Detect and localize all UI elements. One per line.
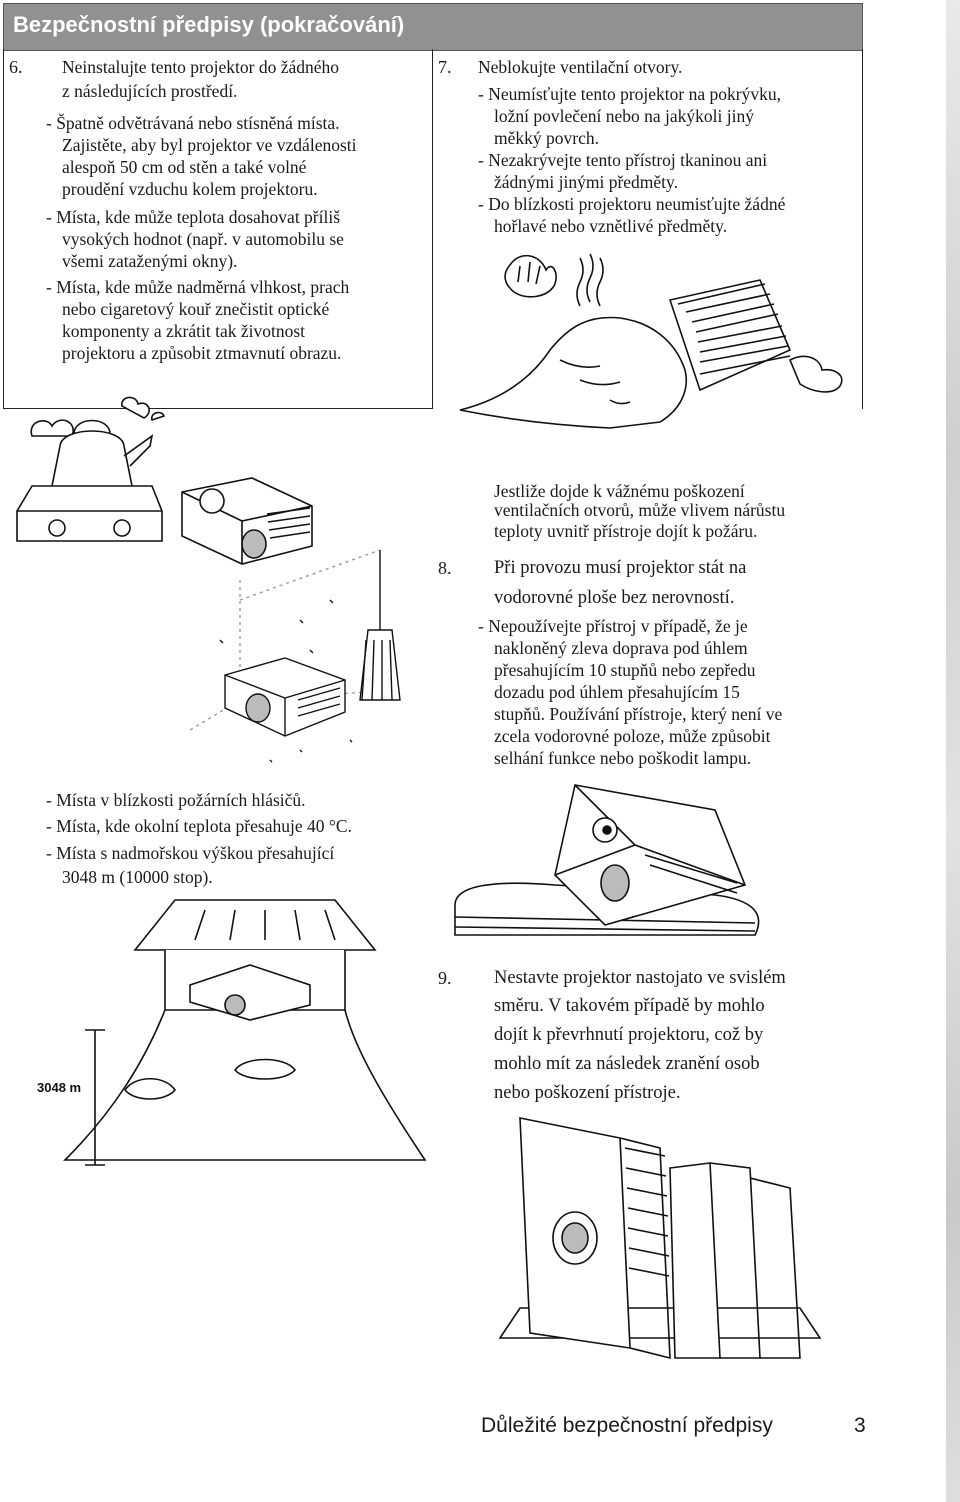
s8-line: stupňů. Používání přístroje, který není ve: [494, 704, 783, 724]
s6-lower-line: 3048 m (10000 stop).: [62, 867, 213, 887]
s6-line: vysokých hodnot (např. v automobilu se: [62, 229, 344, 249]
s8-line: selhání funkce nebo poškodit lampu.: [494, 748, 752, 768]
s9-line: Nestavte projektor nastojato ve svislém: [494, 968, 786, 988]
s8-line: - Nepoužívejte přístroj v případě, že je: [478, 616, 748, 636]
s6-line: všemi zataženými okny).: [62, 251, 238, 271]
s6-line: komponenty a zkrátit tak životnost: [62, 321, 306, 341]
section-6-number: 6.: [9, 57, 23, 77]
section-9-number: 9.: [438, 968, 452, 988]
s6-line: nebo cigaretový kouř znečistit optické: [62, 299, 330, 319]
background-texture: [946, 0, 960, 1502]
s7-line: měkký povrch.: [494, 128, 599, 148]
s6-lower-line: - Místa s nadmořskou výškou přesahující: [46, 843, 335, 863]
s7-line: - Nezakrývejte tento přístroj tkaninou ani: [478, 150, 768, 170]
s6-line: Zajistěte, aby byl projektor ve vzdálenosti: [62, 135, 357, 155]
page-title: Bezpečnostní předpisy (pokračování): [13, 12, 405, 37]
section-8-number: 8.: [438, 558, 452, 578]
s7-warning-line: ventilačních otvorů, může vlivem nárůstu: [494, 500, 786, 520]
altitude-mountain-illustration: [25, 880, 425, 1180]
section-header-bar: [3, 3, 863, 51]
s6-line: projektoru a způsobit ztmavnutí obrazu.: [62, 343, 342, 363]
page-number: 3: [854, 1414, 866, 1437]
projector-dust-corner-illustration: [180, 540, 440, 780]
s6-lower-line: - Místa, kde okolní teplota přesahuje 40 °C.: [46, 816, 352, 836]
frame-center-divider: [432, 49, 433, 409]
s7-line: hořlavé nebo vznětlivé předměty.: [494, 216, 728, 236]
s6-lower-line: - Místa v blízkosti požárních hlásičů.: [46, 790, 306, 810]
s8-line: dozadu pod úhlem přesahujícím 15: [494, 682, 740, 702]
s7-line: ložní povlečení nebo na jakýkoli jiný: [494, 106, 755, 126]
projector-tilted-illustration: [455, 775, 775, 950]
s9-line: mohlo mít za následek zranění osob: [494, 1054, 760, 1074]
s7-line: - Neumísťujte tento projektor na pokrývku,: [478, 84, 781, 104]
s9-line: nebo poškození přístroje.: [494, 1083, 681, 1103]
projector-under-blanket-illustration: [460, 240, 870, 430]
s7-warning-line: teploty uvnitř přístroje dojít k požáru.: [494, 521, 758, 541]
s8-line: přesahujícím 10 stupňů nebo zepředu: [494, 660, 756, 680]
s6-line: alespoň 50 cm od stěn a také volné: [62, 157, 307, 177]
s6-line: - Špatně odvětrávaná nebo stísněná místa.: [46, 113, 340, 133]
projector-upright-illustration: [500, 1108, 820, 1368]
s7-line: Neblokujte ventilační otvory.: [478, 57, 683, 77]
s9-line: dojít k převrhnutí projektoru, což by: [494, 1025, 764, 1045]
s6-line: - Místa, kde může nadměrná vlhkost, prach: [46, 277, 350, 297]
s6-line: z následujících prostředí.: [62, 81, 238, 101]
s7-line: žádnými jinými předměty.: [494, 172, 679, 192]
s7-warning-line: Jestliže dojde k vážnému poškození: [494, 481, 745, 501]
s6-line: Neinstalujte tento projektor do žádného: [62, 57, 340, 77]
section-7-number: 7.: [438, 57, 452, 77]
s8-line: vodorovné ploše bez nerovností.: [494, 588, 735, 608]
s8-line: zcela vodorovné poloze, může způsobit: [494, 726, 771, 746]
s6-line: proudění vzduchu kolem projektoru.: [62, 179, 318, 199]
s7-line: - Do blízkosti projektoru neumisťujte žádné: [478, 194, 786, 214]
s9-line: směru. V takovém případě by mohlo: [494, 996, 765, 1016]
footer-title: Důležité bezpečnostní předpisy: [481, 1414, 773, 1437]
s8-line: Při provozu musí projektor stát na: [494, 558, 747, 578]
frame-left-edge: [3, 49, 4, 409]
s8-line: nakloněný zleva doprava pod úhlem: [494, 638, 748, 658]
s6-line: - Místa, kde může teplota dosahovat příliš: [46, 207, 341, 227]
altitude-label: 3048 m: [37, 1080, 82, 1095]
